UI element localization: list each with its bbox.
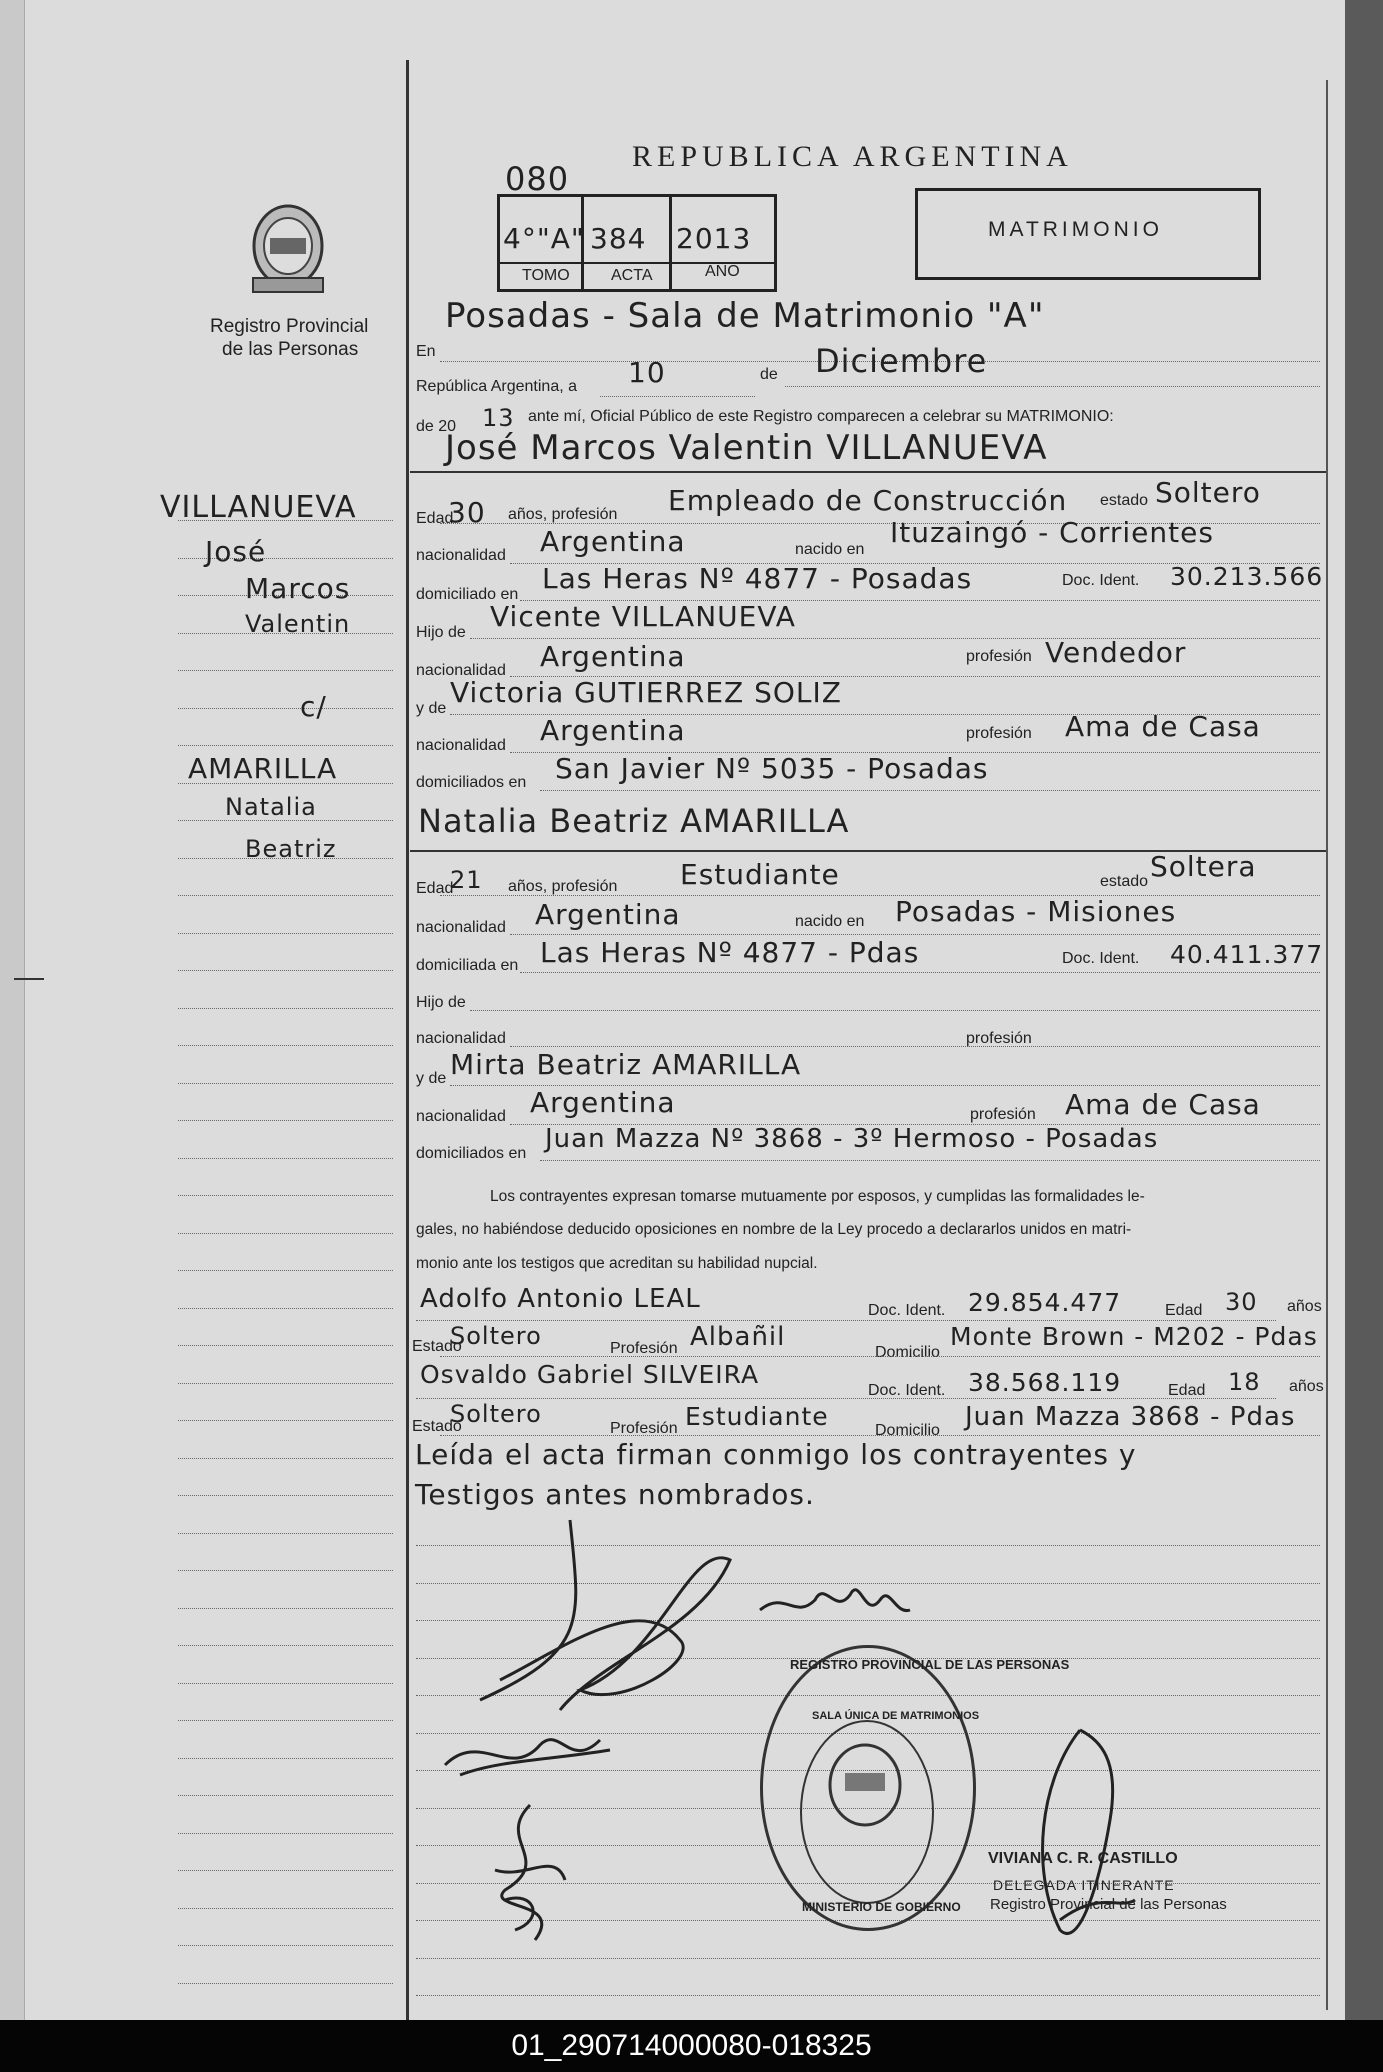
groom-edad-label: Edad — [416, 510, 454, 527]
month-line — [785, 386, 1320, 387]
groom-parents-address: San Javier Nº 5035 - Posadas — [555, 752, 989, 785]
margin-rule — [178, 1758, 393, 1759]
bride-mnat-label: nacionalidad — [416, 1108, 506, 1125]
bride-nacido-label: nacido en — [795, 913, 865, 930]
margin-rule — [178, 970, 393, 971]
groom-father-nationality: Argentina — [540, 640, 686, 673]
margin-rule — [178, 1983, 393, 1984]
margin-rule — [178, 1608, 393, 1609]
bride-estado: Soltera — [1150, 850, 1257, 883]
margin-rule — [178, 1495, 393, 1496]
stamp-bottom-text: MINISTERIO DE GOBIERNO — [802, 1900, 961, 1914]
margin-rule — [178, 745, 393, 746]
margin-rule — [178, 1045, 393, 1046]
groom-fprof-label: profesión — [966, 648, 1032, 665]
republica-label: República Argentina, a — [416, 378, 577, 395]
declaration-line2: gales, no habiéndose deducido oposiciones en nombre de la Ley procedo a declararlos unidos en matri- — [416, 1221, 1132, 1238]
groom-estado-label: estado — [1100, 492, 1149, 509]
margin-rule — [178, 708, 393, 709]
groom-nationality: Argentina — [540, 525, 686, 558]
country-title: REPUBLICA ARGENTINA — [632, 140, 1073, 173]
bride-nac-label: nacionalidad — [416, 919, 506, 936]
groom-address: Las Heras Nº 4877 - Posadas — [542, 562, 973, 595]
groom-mother: Victoria GUTIERREZ SOLIZ — [450, 676, 842, 709]
bride-parents-address: Juan Mazza Nº 3868 - 3º Hermoso - Posadas — [545, 1124, 1159, 1154]
witness1-profession: Albañil — [690, 1322, 786, 1352]
groom-full-name: José Marcos Valentin VILLANUEVA — [445, 428, 1048, 468]
bride-dom-label: domiciliada en — [416, 957, 519, 974]
witness1-address: Monte Brown - M202 - Pdas — [950, 1322, 1318, 1351]
groom-anos-label: años, profesión — [508, 506, 618, 523]
bride-line8 — [540, 1160, 1320, 1161]
margin-rule — [178, 1195, 393, 1196]
bride-mother-profession: Ama de Casa — [1065, 1088, 1261, 1121]
bride-fnat-label: nacionalidad — [416, 1030, 506, 1047]
margin-rule — [178, 1308, 393, 1309]
groom-father-profession: Vendedor — [1045, 636, 1187, 669]
year-prefix: de 20 — [416, 418, 457, 435]
bride-yde-label: y de — [416, 1070, 447, 1087]
margin-rule — [178, 1645, 393, 1646]
box-divider-2 — [669, 194, 672, 289]
margin-rule — [178, 1570, 393, 1571]
bride-doc: 40.411.377 — [1170, 940, 1324, 969]
bride-doc-label: Doc. Ident. — [1062, 950, 1140, 967]
witness1-doc: 29.854.477 — [968, 1288, 1122, 1317]
bride-full-name: Natalia Beatriz AMARILLA — [418, 802, 850, 840]
margin-rule — [178, 895, 393, 896]
bride-line2 — [510, 934, 1320, 935]
witness1-dom-label: Domicilio — [875, 1344, 940, 1361]
margin-groom-surname: VILLANUEVA — [160, 490, 357, 525]
groom-age: 30 — [448, 496, 486, 529]
bride-mother-nationality: Argentina — [530, 1086, 676, 1119]
column-divider — [406, 60, 409, 2025]
margin-groom-name1: José — [205, 535, 267, 568]
stamp-outer-text: REGISTRO PROVINCIAL DE LAS PERSONAS — [790, 1657, 1070, 1672]
acta-value: 384 — [590, 222, 647, 255]
bride-signature-icon — [755, 1570, 915, 1630]
witness1-prof-label: Profesión — [610, 1340, 678, 1357]
witness1-edad-label: Edad — [1165, 1302, 1203, 1319]
place: Posadas - Sala de Matrimonio "A" — [445, 296, 1045, 336]
bride-birthplace: Posadas - Misiones — [895, 895, 1177, 928]
bride-line5 — [510, 1046, 1320, 1047]
groom-mother-nationality: Argentina — [540, 714, 686, 747]
groom-mnat-label: nacionalidad — [416, 737, 506, 754]
groom-mother-profession: Ama de Casa — [1065, 710, 1261, 743]
margin-rule — [178, 1533, 393, 1534]
bride-edad-label: Edad — [416, 880, 454, 897]
margin-rule — [178, 1420, 393, 1421]
margin-rule — [178, 1270, 393, 1271]
right-border — [1326, 80, 1328, 2010]
ano-value: 2013 — [676, 222, 752, 255]
witness2-estado: Soltero — [450, 1400, 542, 1428]
margin-tick — [14, 978, 44, 980]
margin-separator: c/ — [300, 690, 327, 723]
margin-rule — [178, 1158, 393, 1159]
groom-nac-label: nacionalidad — [416, 547, 506, 564]
stamp-inner-text: SALA ÚNICA DE MATRIMONIOS — [812, 1710, 980, 1722]
witness2-line1 — [416, 1398, 1276, 1399]
witness1-age: 30 — [1225, 1288, 1258, 1316]
ano-label: AÑO — [705, 263, 740, 280]
office-line1: Registro Provincial — [210, 316, 369, 337]
groom-name-rule — [410, 471, 1326, 473]
margin-rule — [178, 670, 393, 671]
bride-fprof-label: profesión — [966, 1030, 1032, 1047]
groom-father: Vicente VILLANUEVA — [490, 600, 796, 633]
margin-bride-name2: Beatriz — [245, 835, 337, 863]
margin-groom-name2: Marcos — [245, 572, 351, 605]
bride-line3 — [520, 972, 1320, 973]
margin-rule — [178, 1945, 393, 1946]
acta-label: ACTA — [611, 267, 653, 284]
margin-rule — [178, 1008, 393, 1009]
witness2-doc-label: Doc. Ident. — [868, 1382, 946, 1399]
bride-age: 21 — [450, 866, 483, 894]
day: 10 — [628, 356, 666, 389]
groom-dom-label: domiciliado en — [416, 586, 519, 603]
margin-groom-name3: Valentin — [245, 610, 351, 638]
bride-nationality: Argentina — [535, 898, 681, 931]
witness2-line2 — [440, 1435, 1320, 1436]
witness1-estado-label: Estado — [412, 1338, 462, 1355]
image-code: 01_290714000080-018325 — [511, 2029, 872, 2062]
margin-rule — [178, 1120, 393, 1121]
bride-estado-label: estado — [1100, 873, 1149, 890]
official-office: Registro Provincial de las Personas — [990, 1896, 1227, 1913]
groom-pdom-label: domiciliados en — [416, 774, 527, 791]
groom-doc: 30.213.566 — [1170, 562, 1324, 591]
closing-line1: Leída el acta firman conmigo los contrayentes y — [415, 1438, 1137, 1471]
bride-profession: Estudiante — [680, 858, 840, 891]
groom-fnat-label: nacionalidad — [416, 662, 506, 679]
stamp-emblem-icon — [790, 1735, 940, 1835]
witness2-anos-label: años — [1289, 1378, 1324, 1395]
witness2-estado-label: Estado — [412, 1418, 462, 1435]
groom-profession: Empleado de Construcción — [668, 484, 1068, 517]
groom-line8 — [540, 790, 1320, 791]
margin-rule — [178, 1908, 393, 1909]
groom-yde-label: y de — [416, 700, 447, 717]
witness1-doc-label: Doc. Ident. — [868, 1302, 946, 1319]
witness1-estado: Soltero — [450, 1322, 542, 1350]
margin-rule — [178, 1683, 393, 1684]
margin-rule — [178, 1833, 393, 1834]
witness2-dom-label: Domicilio — [875, 1422, 940, 1439]
tomo-label: TOMO — [522, 267, 570, 284]
groom-estado: Soltero — [1155, 476, 1261, 509]
declaration-line3: monio ante los testigos que acreditan su habilidad nupcial. — [416, 1255, 818, 1272]
groom-mprof-label: profesión — [966, 725, 1032, 742]
witness2-name: Osvaldo Gabriel SILVEIRA — [420, 1360, 760, 1389]
office-line2: de las Personas — [222, 339, 359, 360]
witness2-prof-label: Profesión — [610, 1420, 678, 1437]
margin-bride-name1: Natalia — [225, 793, 317, 821]
bride-address: Las Heras Nº 4877 - Pdas — [540, 936, 920, 969]
witness1-line1 — [416, 1320, 1276, 1321]
signature-rule — [416, 1995, 1320, 1996]
image-code-bar — [0, 2020, 1383, 2072]
margin-rule — [178, 1795, 393, 1796]
declaration-line1: Los contrayentes expresan tomarse mutuamente por esposos, y cumplidas las formalidades le- — [490, 1188, 1145, 1205]
witness2-edad-label: Edad — [1168, 1382, 1206, 1399]
witness2-doc: 38.568.119 — [968, 1368, 1122, 1397]
groom-birthplace: Ituzaingó - Corrientes — [890, 516, 1214, 549]
bride-hijo-label: Hijo de — [416, 994, 466, 1011]
margin-rule — [178, 1345, 393, 1346]
month: Diciembre — [815, 342, 988, 380]
groom-line4 — [470, 638, 1320, 639]
act-type: MATRIMONIO — [988, 218, 1163, 241]
bride-line4 — [470, 1010, 1320, 1011]
margin-rule — [178, 1083, 393, 1084]
witness1-name: Adolfo Antonio LEAL — [420, 1284, 701, 1314]
witness1-line2 — [440, 1356, 1320, 1357]
official-title: DELEGADA ITINERANTE — [993, 1877, 1175, 1893]
witness2-profession: Estudiante — [685, 1402, 829, 1431]
official-name: VIVIANA C. R. CASTILLO — [988, 1850, 1178, 1867]
year-suffix: 13 — [482, 404, 515, 432]
margin-bride-surname: AMARILLA — [188, 752, 338, 785]
act-number: 080 — [505, 160, 570, 198]
ante-text: ante mí, Oficial Público de este Registro comparecen a celebrar su MATRIMONIO: — [528, 408, 1114, 425]
bride-mprof-label: profesión — [970, 1106, 1036, 1123]
official-signature-icon — [1020, 1720, 1140, 1950]
witness1-signature-icon — [440, 1720, 620, 1790]
bride-line1 — [440, 895, 1320, 896]
closing-line2: Testigos antes nombrados. — [415, 1478, 815, 1511]
witness2-address: Juan Mazza 3868 - Pdas — [965, 1402, 1296, 1432]
margin-rule — [178, 933, 393, 934]
margin-rule — [178, 1458, 393, 1459]
margin-rule — [178, 1383, 393, 1384]
groom-doc-label: Doc. Ident. — [1062, 572, 1140, 589]
bride-mother: Mirta Beatriz AMARILLA — [450, 1048, 802, 1081]
misiones-emblem-icon — [245, 198, 331, 303]
day-line — [600, 396, 755, 397]
margin-rule — [178, 1870, 393, 1871]
bride-anos-label: años, profesión — [508, 878, 618, 895]
witness1-anos-label: años — [1287, 1298, 1322, 1315]
signature-rule — [416, 1958, 1320, 1959]
en-label: En — [416, 343, 436, 360]
page-edge — [0, 0, 25, 2020]
margin-rule — [178, 1233, 393, 1234]
witness2-age: 18 — [1228, 1368, 1261, 1396]
groom-hijo-label: Hijo de — [416, 624, 466, 641]
margin-rule — [178, 1720, 393, 1721]
de-label: de — [760, 366, 778, 383]
bride-pdom-label: domiciliados en — [416, 1145, 527, 1162]
witness2-signature-icon — [475, 1800, 585, 1950]
tomo-value: 4°"A" — [503, 222, 585, 255]
groom-nacido-label: nacido en — [795, 541, 865, 558]
